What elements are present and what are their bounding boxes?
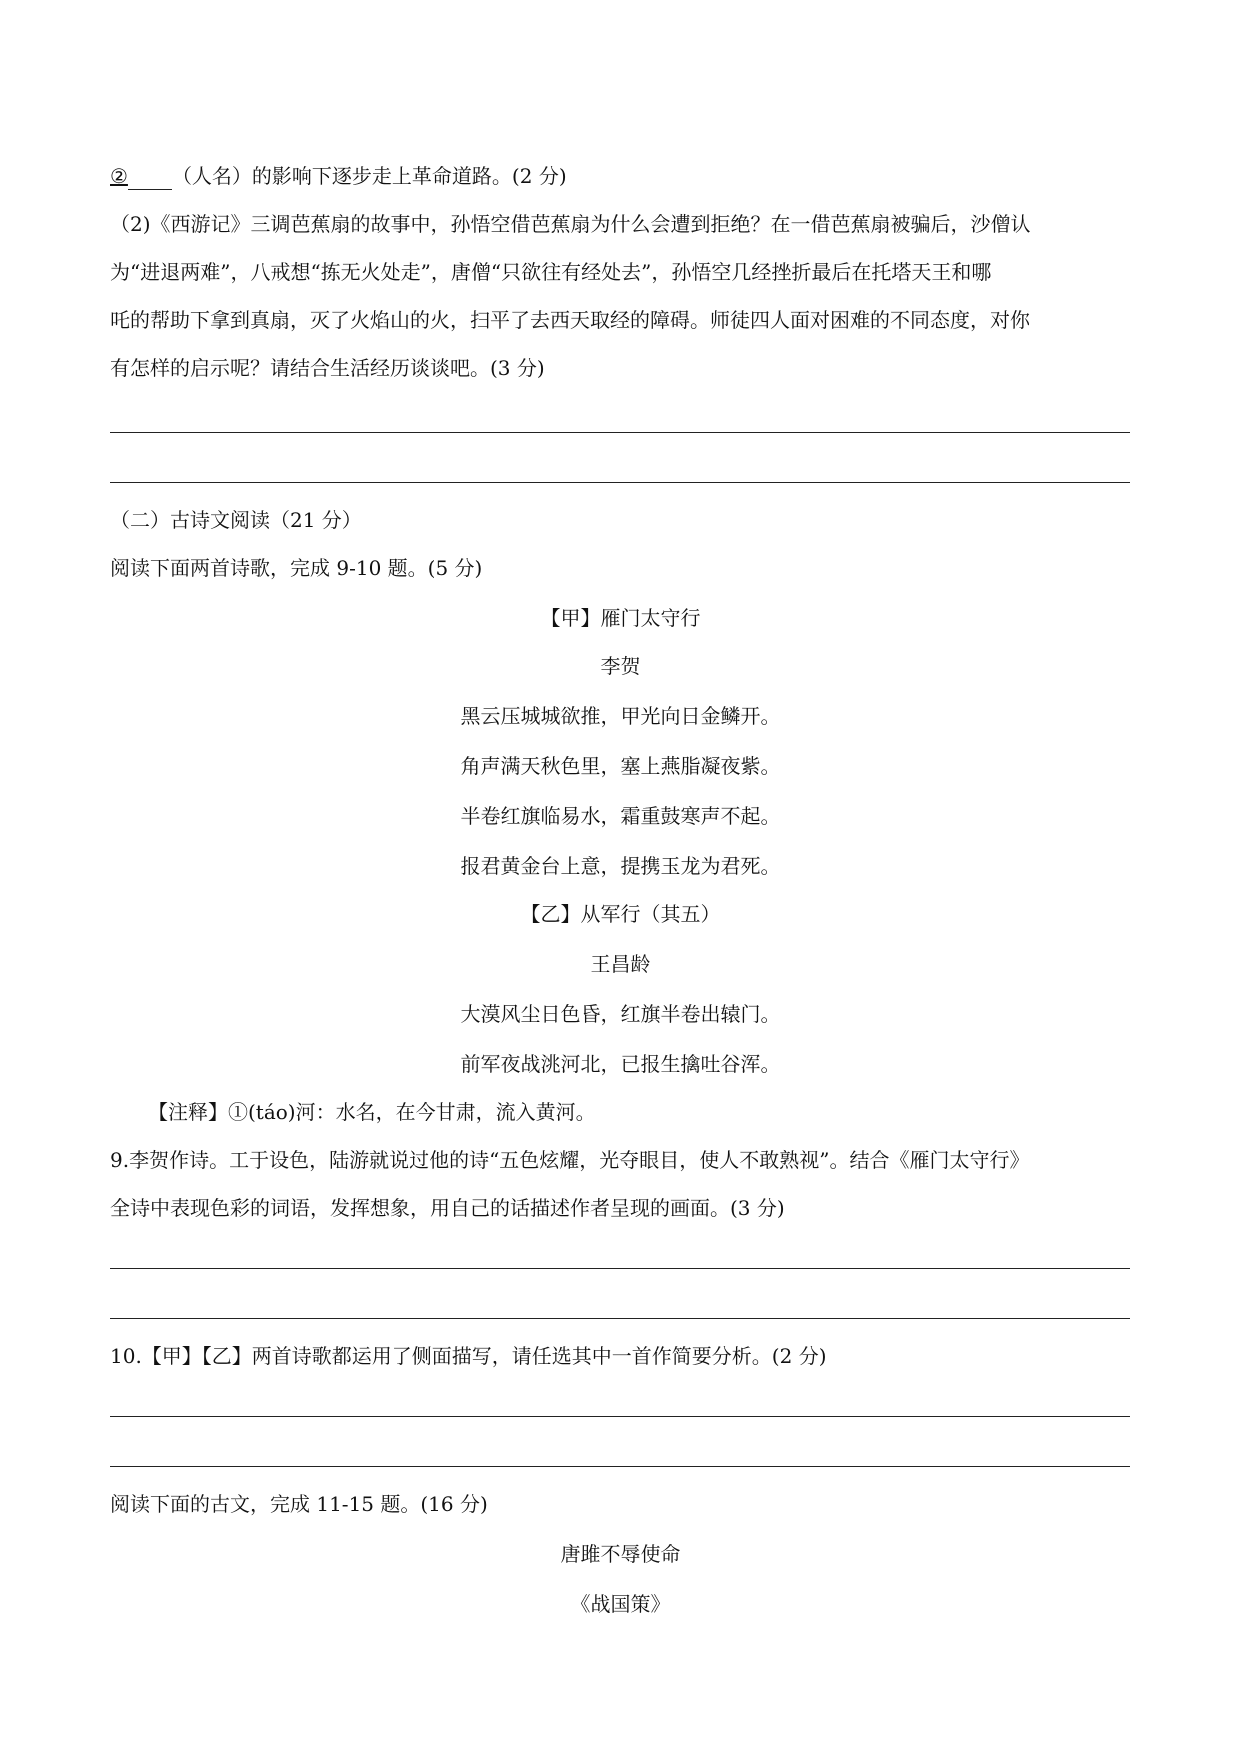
- blank-marker: ②: [110, 164, 128, 188]
- poem-a-line: 半卷红旗临易水，霜重鼓寒声不起。: [460, 804, 781, 828]
- section-heading: （二）古诗文阅读（21 分）: [110, 508, 362, 532]
- q10-text: 10.【甲】【乙】两首诗歌都运用了侧面描写，请任选其中一首作简要分析。(2 分): [110, 1344, 827, 1368]
- classical-intro: 阅读下面的古文，完成 11-15 题。(16 分): [110, 1492, 488, 1516]
- poem-a-line: 黑云压城城欲推，甲光向日金鳞开。: [460, 704, 781, 728]
- answer-line[interactable]: [110, 1466, 1130, 1467]
- poem-b-line: 大漠风尘日色昏，红旗半卷出辕门。: [460, 1002, 781, 1026]
- q8-part2-line: 吒的帮助下拿到真扇，灭了火焰山的火，扫平了去西天取经的障碍。师徒四人面对困难的不同态度，对你: [110, 308, 1030, 332]
- annotation-note: 【注释】①(táo)河：水名，在今甘肃，流入黄河。: [148, 1100, 596, 1124]
- q8-part2-line: 为“进退两难”，八戒想“拣无火处走”，唐僧“只欲往有经处去”，孙悟空几经挫折最后在托塔天王和哪: [110, 260, 992, 284]
- answer-blank[interactable]: [128, 167, 172, 190]
- answer-line[interactable]: [110, 482, 1130, 483]
- poem-a-title: 【甲】雁门太守行: [540, 606, 701, 630]
- poem-a-author: 李贺: [600, 654, 641, 678]
- poem-b-line: 前军夜战洮河北，已报生擒吐谷浑。: [460, 1052, 781, 1076]
- poem-a-line: 报君黄金台上意，提携玉龙为君死。: [460, 854, 781, 878]
- q8-part2-line: （2)《西游记》三调芭蕉扇的故事中，孙悟空借芭蕉扇为什么会遭到拒绝？在一借芭蕉扇被骗后，沙僧认: [110, 212, 1031, 236]
- poem-b-author: 王昌龄: [590, 952, 651, 976]
- q9-line: 9.李贺作诗。工于设色，陆游就说过他的诗“五色炫耀，光夺眼目，使人不敢熟视”。结合《雁门太守行》: [110, 1148, 1030, 1172]
- answer-line[interactable]: [110, 1318, 1130, 1319]
- classical-source: 《战国策》: [570, 1592, 671, 1616]
- classical-title: 唐雎不辱使命: [560, 1542, 681, 1566]
- poem-a-line: 角声满天秋色里，塞上燕脂凝夜紫。: [460, 754, 781, 778]
- q8-part2-line: 有怎样的启示呢？请结合生活经历谈谈吧。(3 分): [110, 356, 545, 380]
- q8-line1: [110, 162, 567, 190]
- answer-line[interactable]: [110, 432, 1130, 433]
- q9-line: 全诗中表现色彩的词语，发挥想象，用自己的话描述作者呈现的画面。(3 分): [110, 1196, 785, 1220]
- q8-line1-text: （人名）的影响下逐步走上革命道路。(2 分): [171, 164, 567, 188]
- poem-b-title: 【乙】从军行（其五）: [520, 902, 721, 926]
- answer-line[interactable]: [110, 1268, 1130, 1269]
- section-intro: 阅读下面两首诗歌，完成 9-10 题。(5 分): [110, 556, 483, 580]
- answer-line[interactable]: [110, 1416, 1130, 1417]
